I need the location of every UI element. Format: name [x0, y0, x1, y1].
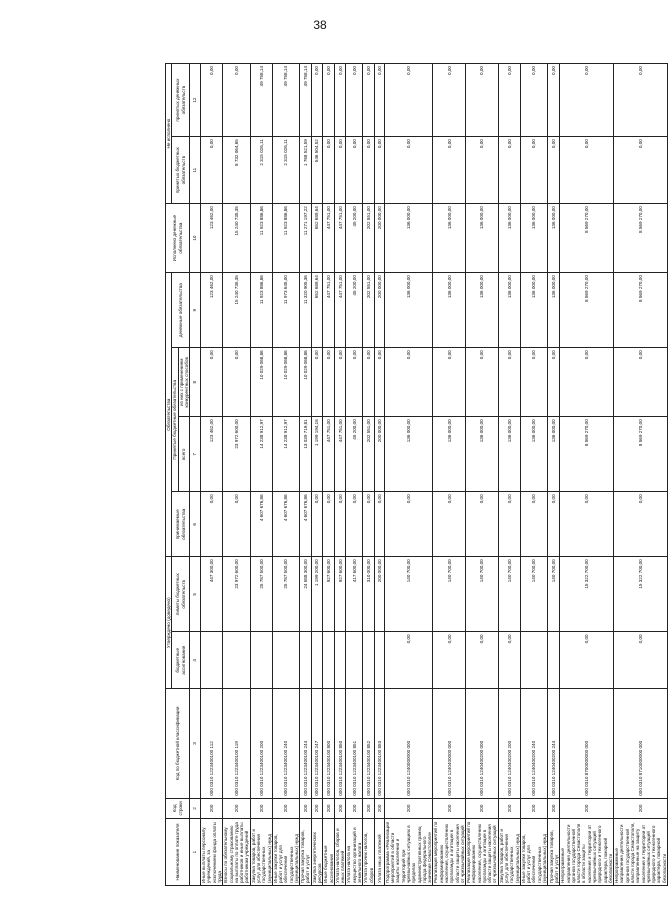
row-code: 200: [384, 798, 433, 818]
cell-ne-monetary: 0,00: [201, 64, 223, 137]
cell-competitive: 0,00: [363, 348, 375, 417]
cell-accepted-total: 136 000,00: [433, 417, 466, 492]
cell-monetary: 136 000,00: [433, 273, 466, 348]
cell-accepted: 0,00: [223, 492, 250, 557]
row-name: Иные закупки товаров, работ и услуг для обеспечения государственных (муниципальных) нужд: [272, 819, 299, 886]
cell-executed: 11 271 197,22: [300, 204, 312, 273]
row-name: Уплата иных платежей: [374, 819, 384, 886]
row-code: 200: [300, 798, 312, 818]
cell-accepted-total: 8 569 270,00: [560, 417, 614, 492]
header-monetary: денежные обязательства: [172, 273, 190, 348]
cell-accepted-total: 23 972 600,00: [223, 417, 250, 492]
row-code: 200: [466, 798, 499, 818]
cell-accepted: 0,00: [323, 492, 335, 557]
cell-monetary: 136 000,00: [498, 273, 520, 348]
cell-ne-monetary: 0,00: [363, 64, 375, 137]
column-number: 7: [190, 417, 201, 492]
header-allocations: бюджетные ассигнования: [172, 632, 190, 689]
cell-accepted-total: 200 000,00: [374, 417, 384, 492]
cell-limits: 140 700,00: [466, 557, 499, 632]
cell-limits: 200 000,00: [374, 557, 384, 632]
table-row: [363, 64, 375, 886]
cell-allocations: [223, 632, 250, 689]
row-name: Прочая закупка товаров, работ и услуг: [548, 819, 560, 886]
row-code: 200: [346, 798, 363, 818]
cell-competitive: 0,00: [614, 348, 668, 417]
cell-competitive: 0,00: [223, 348, 250, 417]
cell-limits: 25 787 500,00: [250, 557, 272, 632]
cell-allocations: [363, 632, 375, 689]
cell-executed: 11 923 886,86: [272, 204, 299, 273]
row-code: 200: [374, 798, 384, 818]
cell-allocations: 0,00: [614, 632, 668, 689]
cell-monetary: 136 000,00: [384, 273, 433, 348]
cell-ne-monetary: 0,00: [334, 64, 346, 137]
header-obligations: Обязательства: [166, 273, 172, 557]
cell-allocations: [323, 632, 335, 689]
cell-ne-budget: 0,00: [520, 137, 547, 204]
cell-executed: 447 751,00: [334, 204, 346, 273]
cell-ne-budget: 0,00: [363, 137, 375, 204]
table-body: [201, 64, 668, 886]
row-code: 200: [520, 798, 547, 818]
cell-ne-monetary: 0,00: [346, 64, 363, 137]
row-name: Взносы по обязательному социальному страхованию на выплаты по оплате труда работников и иные выплаты работникам учреждений: [223, 819, 250, 886]
cell-competitive: 0,00: [384, 348, 433, 417]
row-kbk: 000 0310 1240400200 000: [466, 689, 499, 799]
cell-ne-budget: 0,00: [614, 137, 668, 204]
row-code: 200: [311, 798, 323, 818]
row-kbk: 000 0310 1223400100 850: [334, 689, 346, 799]
cell-ne-budget: 0,00: [433, 137, 466, 204]
cell-accepted: 4 607 676,86: [300, 492, 312, 557]
row-code: 200: [323, 798, 335, 818]
header-competitive: из них с применением конкурентных способов: [178, 348, 190, 417]
table-row: [466, 64, 499, 886]
cell-ne-budget: 1 768 521,59: [300, 137, 312, 204]
table-rotation-frame: [165, 63, 667, 886]
row-name: Непрограммные направления деятельности органов государственной власти города Севастополя, направленные на защиту населения и территории от чрезвычайных ситуаций природного и техногенного характера, пожарной безопасности: [614, 819, 668, 886]
cell-accepted: 0,00: [311, 492, 323, 557]
cell-ne-budget: 0,00: [201, 137, 223, 204]
row-kbk: 000 0310 8710000000 000: [614, 689, 668, 799]
cell-accepted: 0,00: [466, 492, 499, 557]
row-code: 200: [363, 798, 375, 818]
cell-competitive: 0,00: [374, 348, 384, 417]
table-row: [311, 64, 323, 886]
row-name: Закупка товаров, работ и услуг для обеспечения государственных (муниципальных) нужд: [498, 819, 520, 886]
cell-limits: 140 700,00: [384, 557, 433, 632]
table-row: [201, 64, 223, 886]
table-row: [433, 64, 466, 886]
row-code: 200: [334, 798, 346, 818]
cell-monetary: 136 000,00: [520, 273, 547, 348]
cell-accepted: 0,00: [346, 492, 363, 557]
column-number-row: [190, 64, 201, 886]
cell-limits: 140 700,00: [498, 557, 520, 632]
cell-accepted-total: 136 000,00: [498, 417, 520, 492]
cell-ne-budget: 2 315 026,11: [272, 137, 299, 204]
column-number: 4: [190, 632, 201, 689]
rotated-table-sheet: [165, 63, 667, 886]
cell-monetary: 136 000,00: [466, 273, 499, 348]
table-row: [272, 64, 299, 886]
cell-executed: 15 240 735,35: [223, 204, 250, 273]
row-kbk: 000 0310 1240400000 000: [433, 689, 466, 799]
header-limits: лимиты бюджетных обязательств: [172, 557, 190, 632]
cell-competitive: 0,00: [323, 348, 335, 417]
cell-accepted-total: 136 000,00: [384, 417, 433, 492]
cell-executed: 202 551,00: [363, 204, 375, 273]
table-row: [223, 64, 250, 886]
cell-allocations: 0,00: [384, 632, 433, 689]
row-name: Непрограммные направления деятельности органов государственной власти города Севастополя в области защиты населения и территории от чрезвычайных ситуаций природного и техногенного характера, пожарной безопасности: [560, 819, 614, 886]
header-approved: Утверждено (доведено): [166, 557, 172, 689]
cell-limits: 447 300,00: [201, 557, 223, 632]
row-name: Закупка энергетических ресурсов: [311, 819, 323, 886]
cell-accepted: 0,00: [433, 492, 466, 557]
cell-accepted-total: 8 569 270,00: [614, 417, 668, 492]
cell-allocations: [311, 632, 323, 689]
cell-accepted-total: 14 238 912,97: [272, 417, 299, 492]
cell-limits: 140 700,00: [433, 557, 466, 632]
cell-ne-budget: 0,00: [384, 137, 433, 204]
header-ne-monetary: принятых денежных обязательств: [172, 64, 190, 137]
header-kbk: Код по бюджетной классификации: [166, 689, 190, 799]
cell-monetary: 11 320 905,36: [300, 273, 312, 348]
cell-ne-budget: 0,00: [374, 137, 384, 204]
row-kbk: 000 0310 1223400100 119: [223, 689, 250, 799]
cell-ne-monetary: 0,00: [323, 64, 335, 137]
row-name: Реализация мероприятий по информированию населения, осуществлению пропаганды и агитации в области защиты населения от чрезвычайных ситуаций: [433, 819, 466, 886]
column-number: 9: [190, 273, 201, 348]
row-name: Закупка товаров, работ и услуг для обеспечения государственных (муниципальных) нужд: [250, 819, 272, 886]
cell-accepted-total: 136 000,00: [520, 417, 547, 492]
cell-competitive: 0,00: [466, 348, 499, 417]
table-row: [300, 64, 312, 886]
page-number: 38: [313, 18, 327, 32]
cell-competitive: 0,00: [346, 348, 363, 417]
cell-executed: 136 000,00: [466, 204, 499, 273]
cell-ne-monetary: 0,00: [466, 64, 499, 137]
row-code: 200: [250, 798, 272, 818]
cell-allocations: 0,00: [433, 632, 466, 689]
cell-allocations: [374, 632, 384, 689]
cell-limits: 417 600,00: [346, 557, 363, 632]
cell-competitive: 0,00: [560, 348, 614, 417]
row-kbk: 000 0310 1223400100 244: [300, 689, 312, 799]
row-kbk: 000 0310 1223400100 247: [311, 689, 323, 799]
cell-ne-monetary: 0,00: [433, 64, 466, 137]
cell-monetary: 200 000,00: [374, 273, 384, 348]
row-code: 200: [560, 798, 614, 818]
row-code: 200: [272, 798, 299, 818]
cell-competitive: 0,00: [311, 348, 323, 417]
row-kbk: 000 0310 1223400100 200: [250, 689, 272, 799]
cell-monetary: 11 923 886,86: [250, 273, 272, 348]
cell-allocations: [346, 632, 363, 689]
column-number: 1: [190, 819, 201, 886]
row-kbk: 000 0310 1240000000 000: [384, 689, 433, 799]
column-number: 12: [190, 64, 201, 137]
cell-accepted: 0,00: [363, 492, 375, 557]
cell-accepted: 0,00: [374, 492, 384, 557]
cell-monetary: 8 569 270,00: [614, 273, 668, 348]
cell-executed: 123 462,00: [201, 204, 223, 273]
column-number: 10: [190, 204, 201, 273]
cell-monetary: 123 462,00: [201, 273, 223, 348]
cell-ne-monetary: 0,00: [311, 64, 323, 137]
cell-accepted: 0,00: [498, 492, 520, 557]
cell-executed: 136 000,00: [548, 204, 560, 273]
cell-accepted-total: 136 000,00: [548, 417, 560, 492]
cell-accepted-total: 447 751,00: [323, 417, 335, 492]
column-number: 8: [190, 348, 201, 417]
table-row: [374, 64, 384, 886]
row-kbk: 000 0310 1240400200 244: [548, 689, 560, 799]
cell-competitive: 10 029 068,86: [300, 348, 312, 417]
cell-accepted-total: 202 551,00: [363, 417, 375, 492]
cell-accepted-total: 1 199 194,16: [311, 417, 323, 492]
cell-ne-budget: 0,00: [560, 137, 614, 204]
row-name: Подпрограмма «Реализация мероприятий в области защиты населения и территорий при чрезвычайных ситуациях в пределах административных границ города федерального значения Севастополя»: [384, 819, 433, 886]
cell-ne-budget: 546 504,52: [311, 137, 323, 204]
row-code: 200: [433, 798, 466, 818]
table-row: [334, 64, 346, 886]
cell-accepted-total: 14 238 912,97: [250, 417, 272, 492]
table-row: [560, 64, 614, 886]
cell-ne-budget: 0,00: [548, 137, 560, 204]
table-row: [384, 64, 433, 886]
row-code: 200: [223, 798, 250, 818]
row-code: 200: [548, 798, 560, 818]
cell-accepted: 0,00: [520, 492, 547, 557]
cell-accepted-total: 13 039 719,81: [300, 417, 312, 492]
cell-executed: 652 689,64: [311, 204, 323, 273]
cell-competitive: 10 029 068,86: [250, 348, 272, 417]
cell-limits: 140 700,00: [520, 557, 547, 632]
cell-allocations: [334, 632, 346, 689]
header-accepted: принимаемые обязательства: [172, 492, 190, 557]
cell-ne-budget: 8 732 064,65: [223, 137, 250, 204]
column-number: 11: [190, 137, 201, 204]
cell-competitive: 0,00: [548, 348, 560, 417]
row-kbk: 000 0310 1223400100 851: [346, 689, 363, 799]
cell-allocations: 0,00: [466, 632, 499, 689]
header-not-executed: Не исполнено: [166, 64, 172, 204]
cell-competitive: 0,00: [520, 348, 547, 417]
cell-ne-monetary: 49 758,14: [272, 64, 299, 137]
cell-monetary: 8 569 270,00: [560, 273, 614, 348]
row-name: Иные выплаты персоналу учреждений, за исключением фонда оплаты труда: [201, 819, 223, 886]
row-name: Уплата прочих налогов, сборов: [363, 819, 375, 886]
header-executed: Исполнено денежные обязательства: [166, 204, 190, 273]
column-number: 6: [190, 492, 201, 557]
column-number: 5: [190, 557, 201, 632]
cell-allocations: [548, 632, 560, 689]
table-row: [614, 64, 668, 886]
cell-competitive: 0,00: [433, 348, 466, 417]
cell-ne-budget: 0,00: [346, 137, 363, 204]
cell-allocations: [300, 632, 312, 689]
cell-accepted-total: 447 751,00: [334, 417, 346, 492]
cell-monetary: 45 200,00: [346, 273, 363, 348]
cell-monetary: 447 751,00: [334, 273, 346, 348]
cell-accepted: 0,00: [334, 492, 346, 557]
cell-ne-monetary: 0,00: [374, 64, 384, 137]
cell-accepted: 4 607 676,86: [272, 492, 299, 557]
cell-accepted: 0,00: [614, 492, 668, 557]
cell-ne-monetary: 0,00: [223, 64, 250, 137]
table-row: [498, 64, 520, 886]
cell-ne-monetary: 0,00: [498, 64, 520, 137]
header-name: Наименование показателя: [166, 819, 190, 886]
budget-execution-table: [165, 63, 668, 886]
cell-executed: 136 000,00: [520, 204, 547, 273]
cell-monetary: 15 240 735,35: [223, 273, 250, 348]
cell-limits: 15 322 700,00: [614, 557, 668, 632]
row-name: Иные бюджетные ассигнования: [323, 819, 335, 886]
cell-accepted-total: 123 462,00: [201, 417, 223, 492]
cell-ne-monetary: 49 758,14: [250, 64, 272, 137]
cell-executed: 447 751,00: [323, 204, 335, 273]
cell-accepted-total: 45 200,00: [346, 417, 363, 492]
row-name: Реализация мероприятий по информированию населения, осуществлению пропаганды и агитации в области защиты населения от чрезвычайных ситуаций: [466, 819, 499, 886]
cell-limits: 15 322 700,00: [560, 557, 614, 632]
cell-allocations: 0,00: [498, 632, 520, 689]
row-kbk: 000 0310 1223400100 800: [323, 689, 335, 799]
row-kbk: 000 0310 1223400100 240: [272, 689, 299, 799]
row-kbk: 000 0310 1223400100 112: [201, 689, 223, 799]
cell-monetary: 447 751,00: [323, 273, 335, 348]
row-name: Прочая закупка товаров, работ и услуг: [300, 819, 312, 886]
row-kbk: 000 0310 1240400200 240: [520, 689, 547, 799]
column-number: 3: [190, 689, 201, 799]
cell-accepted: 0,00: [201, 492, 223, 557]
cell-ne-monetary: 0,00: [560, 64, 614, 137]
cell-accepted: 0,00: [384, 492, 433, 557]
cell-limits: 25 787 500,00: [272, 557, 299, 632]
cell-limits: 310 000,00: [363, 557, 375, 632]
row-name: Уплата налогов, сборов и иных платежей: [334, 819, 346, 886]
header-row-code: Код строки: [166, 798, 190, 818]
cell-monetary: 136 000,00: [548, 273, 560, 348]
cell-ne-budget: 2 315 026,11: [250, 137, 272, 204]
cell-monetary: 652 689,64: [311, 273, 323, 348]
table-row: [323, 64, 335, 886]
cell-allocations: [520, 632, 547, 689]
row-name: Уплата налога на имущество организаций и земельного налога: [346, 819, 363, 886]
cell-ne-monetary: 49 758,14: [300, 64, 312, 137]
cell-accepted: 4 607 676,86: [250, 492, 272, 557]
cell-executed: 8 569 270,00: [560, 204, 614, 273]
cell-ne-monetary: 0,00: [384, 64, 433, 137]
cell-limits: 1 199 200,00: [311, 557, 323, 632]
cell-accepted: 0,00: [548, 492, 560, 557]
column-number: 2: [190, 798, 201, 818]
cell-competitive: 0,00: [498, 348, 520, 417]
cell-ne-budget: 0,00: [323, 137, 335, 204]
row-kbk: 000 0310 8700000000 000: [560, 689, 614, 799]
cell-executed: 200 000,00: [374, 204, 384, 273]
cell-executed: 45 200,00: [346, 204, 363, 273]
cell-competitive: 10 029 068,86: [272, 348, 299, 417]
table-row: [548, 64, 560, 886]
cell-competitive: 0,00: [334, 348, 346, 417]
cell-executed: 136 000,00: [384, 204, 433, 273]
cell-accepted: 0,00: [560, 492, 614, 557]
header-total: всего: [178, 417, 190, 492]
cell-executed: 11 923 886,86: [250, 204, 272, 273]
cell-limits: 140 700,00: [548, 557, 560, 632]
row-code: 200: [201, 798, 223, 818]
cell-ne-monetary: 0,00: [614, 64, 668, 137]
row-name: Иные закупки товаров, работ и услуг для обеспечения государственных (муниципальных) нужд: [520, 819, 547, 886]
cell-accepted-total: 136 000,00: [466, 417, 499, 492]
row-code: 200: [614, 798, 668, 818]
header-ne-budget: принятых бюджетных обязательств: [172, 137, 190, 204]
cell-monetary: 202 551,00: [363, 273, 375, 348]
cell-monetary: 11 973 645,00: [272, 273, 299, 348]
cell-limits: 927 600,00: [323, 557, 335, 632]
cell-allocations: [272, 632, 299, 689]
cell-ne-budget: 0,00: [466, 137, 499, 204]
cell-ne-budget: 0,00: [334, 137, 346, 204]
cell-executed: 8 569 270,00: [614, 204, 668, 273]
cell-limits: 24 588 300,00: [300, 557, 312, 632]
cell-executed: 136 000,00: [498, 204, 520, 273]
row-kbk: 000 0310 1223400100 852: [363, 689, 375, 799]
row-code: 200: [498, 798, 520, 818]
cell-executed: 136 000,00: [433, 204, 466, 273]
cell-competitive: 0,00: [201, 348, 223, 417]
table-row: [346, 64, 363, 886]
row-kbk: 000 0310 1240400200 200: [498, 689, 520, 799]
header-accepted-budget: Принятые бюджетные обязательства: [172, 348, 178, 492]
table-row: [250, 64, 272, 886]
table-row: [520, 64, 547, 886]
cell-allocations: [250, 632, 272, 689]
cell-ne-monetary: 0,00: [548, 64, 560, 137]
cell-ne-budget: 0,00: [498, 137, 520, 204]
row-kbk: 000 0310 1223400100 853: [374, 689, 384, 799]
cell-ne-monetary: 0,00: [520, 64, 547, 137]
cell-allocations: [201, 632, 223, 689]
cell-allocations: 0,00: [560, 632, 614, 689]
cell-limits: 927 600,00: [334, 557, 346, 632]
cell-limits: 23 972 600,00: [223, 557, 250, 632]
